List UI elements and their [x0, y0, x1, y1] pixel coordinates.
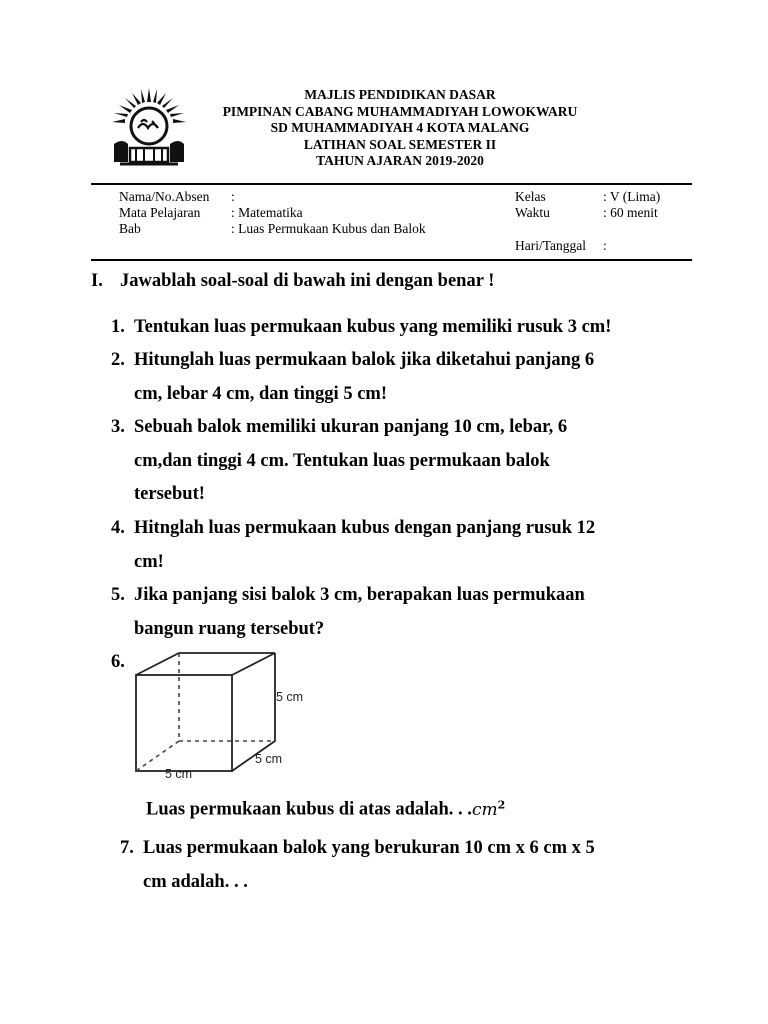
school-header: [190, 87, 610, 170]
question-number: 5.: [111, 585, 125, 605]
info-label-time: Waktu: [515, 205, 550, 220]
info-value-subject: : Matematika: [231, 205, 303, 220]
question-text-line: Hitunglah luas permukaan balok jika diketahui panjang 6: [134, 350, 595, 370]
cube-height-label: 5 cm: [276, 690, 304, 704]
question-number: 2.: [111, 350, 125, 370]
question-text-line: Hitnglah luas permukaan kubus dengan panjang rusuk 12: [134, 518, 596, 538]
info-label-name: Nama/No.Absen: [119, 189, 210, 204]
question-text-line: Tentukan luas permukaan kubus yang memiliki rusuk 3 cm!: [134, 317, 612, 337]
question-text-line: Luas permukaan balok yang berukuran 10 cm x 6 cm x 5: [143, 838, 595, 858]
info-label-subject: Mata Pelajaran: [119, 205, 201, 220]
question-number: 6.: [111, 652, 125, 672]
question-text-line: cm, lebar 4 cm, dan tinggi 5 cm!: [134, 383, 387, 404]
question-text-line: Sebuah balok memiliki ukuran panjang 10 cm, lebar, 6: [134, 417, 568, 437]
info-value-date: :: [603, 238, 607, 253]
question-number: 1.: [111, 317, 125, 337]
section-title: Jawablah soal-soal di bawah ini dengan benar !: [120, 271, 495, 291]
header-line-pimpinan: PIMPINAN CABANG MUHAMMADIYAH LOWOKWARU: [222, 103, 578, 119]
cube-figure: [127, 645, 317, 785]
info-value-class: : V (Lima): [603, 189, 661, 204]
cube-front-face: [136, 675, 232, 771]
cube-top-face: [136, 653, 275, 675]
header-line-school: SD MUHAMMADIYAH 4 KOTA MALANG: [270, 120, 530, 135]
question-text-line: bangun ruang tersebut?: [134, 618, 325, 639]
question-number: 4.: [111, 518, 125, 538]
unit-cm-squared: $cm^2$: [471, 798, 506, 820]
question-text-line: cm!: [134, 551, 164, 572]
question-number: 3.: [111, 417, 125, 437]
header-line-exam: LATIHAN SOAL SEMESTER II: [303, 136, 497, 152]
header-divider-bottom: [91, 259, 692, 261]
header-line-majlis: MAJLIS PENDIDIKAN DASAR: [304, 87, 496, 102]
info-value-chapter: : Luas Permukaan Kubus dan Balok: [231, 221, 426, 236]
cube-depth-label: 5 cm: [255, 752, 283, 766]
question-6-prompt: [146, 798, 505, 821]
info-value-time: : 60 menit: [603, 205, 658, 220]
question-text-line: Jika panjang sisi balok 3 cm, berapakan luas permukaan: [134, 585, 585, 605]
header-divider-top: [91, 183, 692, 185]
question-text-line: cm,dan tinggi 4 cm. Tentukan luas permukaan balok: [134, 450, 550, 471]
question-number: 7.: [120, 838, 134, 858]
muhammadiyah-logo-icon: [108, 86, 190, 170]
info-label-class: Kelas: [515, 189, 546, 204]
section-number: I.: [91, 271, 103, 291]
cube-width-label: 5 cm: [165, 767, 193, 781]
info-value-name: :: [231, 189, 235, 204]
info-label-chapter: Bab: [119, 221, 141, 236]
question-text-line: cm adalah. . .: [143, 871, 248, 892]
question-text-line: tersebut!: [134, 484, 205, 504]
question-6-text: Luas permukaan kubus di atas adalah. . .: [146, 799, 472, 820]
header-line-year: TAHUN AJARAN 2019-2020: [316, 153, 484, 168]
section-heading: [91, 271, 494, 292]
info-label-date: Hari/Tanggal: [515, 238, 587, 253]
